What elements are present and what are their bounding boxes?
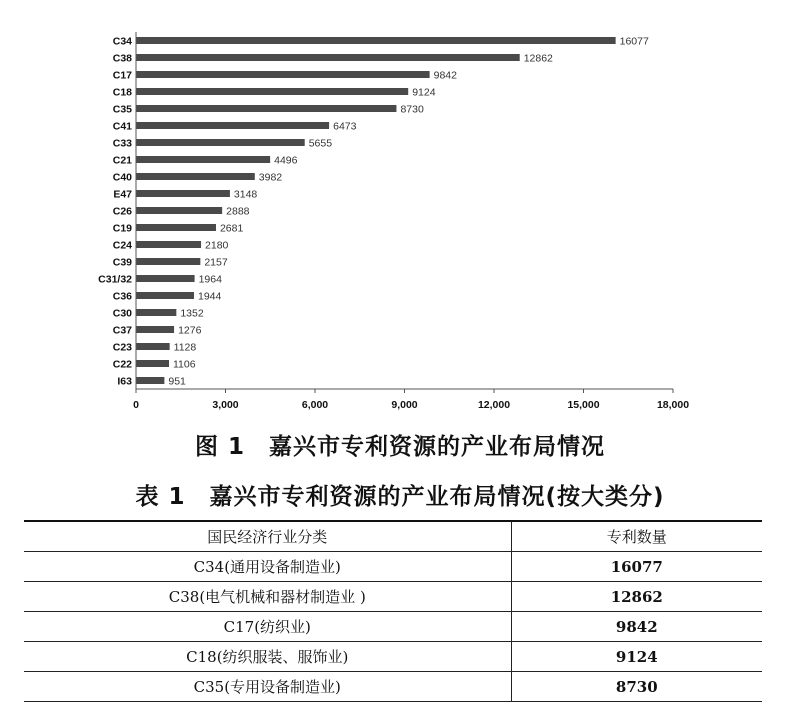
bar-C31-32: [136, 275, 195, 282]
table-title: 表 1 嘉兴市专利资源的产业布局情况(按大类分): [135, 484, 665, 510]
x-tick-label: 18,000: [656, 399, 690, 411]
value-label: 9124: [412, 86, 436, 99]
count-cell: 9124: [511, 642, 762, 672]
value-label: 1106: [172, 358, 196, 371]
bar-C26: [136, 207, 222, 214]
industry-cell: C17(纺织业): [24, 612, 511, 642]
value-label: 4496: [274, 154, 298, 167]
bar-C37: [136, 326, 174, 333]
value-label: 8730: [400, 103, 424, 116]
bar-C33: [136, 139, 305, 146]
industry-cell: C18(纺织服装、服饰业): [24, 642, 511, 672]
category-label: C18: [112, 86, 132, 99]
category-label: C37: [112, 324, 132, 337]
x-tick-label: 0: [133, 399, 139, 411]
value-label: 951: [168, 375, 186, 388]
bar-C23: [136, 343, 170, 350]
table-row: [24, 552, 762, 582]
category-label: C19: [112, 222, 132, 235]
value-label: 3148: [233, 188, 258, 201]
category-label: C22: [112, 358, 132, 371]
x-tick-label: 3,000: [212, 399, 239, 411]
category-label: C21: [112, 154, 132, 167]
count-cell: 8730: [511, 672, 762, 702]
bar-C18: [136, 88, 408, 95]
table-row: [24, 642, 762, 672]
bar-C34: [136, 37, 616, 44]
category-label: C30: [112, 307, 132, 320]
category-label: C39: [112, 256, 132, 269]
x-tick-label: 9,000: [391, 399, 418, 411]
value-label: 1944: [197, 290, 222, 303]
category-label: C36: [112, 290, 132, 303]
table-row: [24, 672, 762, 702]
bar-C35: [136, 105, 396, 112]
category-label: C17: [112, 69, 132, 82]
count-cell: 12862: [511, 582, 762, 612]
industry-cell: C38(电气机械和器材制造业 ): [24, 582, 511, 612]
table-row: [24, 582, 762, 612]
category-label: C23: [112, 341, 132, 354]
category-label: C34: [112, 35, 132, 48]
category-label: C31/32: [98, 273, 132, 286]
header-industry: 国民经济行业分类: [24, 521, 511, 552]
value-label: 1276: [178, 324, 202, 337]
value-label: 3982: [258, 171, 283, 184]
count-cell: 9842: [511, 612, 762, 642]
patent-table: [24, 520, 762, 702]
industry-cell: C35(专用设备制造业): [24, 672, 511, 702]
x-tick-label: 6,000: [301, 399, 329, 411]
value-label: 1128: [173, 341, 197, 354]
bar-C22: [136, 360, 169, 367]
count-cell: 16077: [511, 552, 762, 582]
x-tick-label: 12,000: [477, 399, 511, 411]
value-label: 1352: [180, 307, 204, 320]
value-label: 2681: [219, 222, 244, 235]
value-label: 5655: [308, 137, 333, 150]
value-label: 2157: [204, 256, 228, 269]
category-label: C41: [112, 120, 132, 133]
category-label: C38: [112, 52, 132, 65]
bar-C17: [136, 71, 430, 78]
category-label: C33: [112, 137, 132, 150]
bar-C24: [136, 241, 201, 248]
category-label: C26: [112, 205, 132, 218]
category-label: E47: [113, 188, 132, 201]
x-tick-label: 15,000: [567, 399, 600, 411]
industry-cell: C34(通用设备制造业): [24, 552, 511, 582]
bar-C30: [136, 309, 176, 316]
bar-I63: [136, 377, 164, 384]
value-label: 1964: [198, 273, 222, 286]
category-label: C24: [112, 239, 132, 252]
bar-C40: [136, 173, 255, 180]
category-label: I63: [117, 375, 132, 388]
table-header-row: [24, 521, 762, 552]
value-label: 2888: [226, 205, 250, 218]
header-patent-count: 专利数量: [511, 521, 762, 552]
bar-E47: [136, 190, 230, 197]
bar-C21: [136, 156, 270, 163]
table-row: [24, 612, 762, 642]
value-label: 16077: [619, 35, 649, 48]
bar-C39: [136, 258, 200, 265]
figure-title: 图 1 嘉兴市专利资源的产业布局情况: [194, 434, 605, 460]
value-label: 6473: [333, 120, 357, 133]
bar-C19: [136, 224, 216, 231]
value-label: 9842: [433, 69, 457, 82]
value-label: 12862: [523, 52, 553, 65]
category-label: C35: [112, 103, 132, 116]
bar-C36: [136, 292, 194, 299]
bar-C38: [136, 54, 520, 61]
value-label: 2180: [205, 239, 229, 252]
category-label: C40: [112, 171, 132, 184]
bar-C41: [136, 122, 329, 129]
